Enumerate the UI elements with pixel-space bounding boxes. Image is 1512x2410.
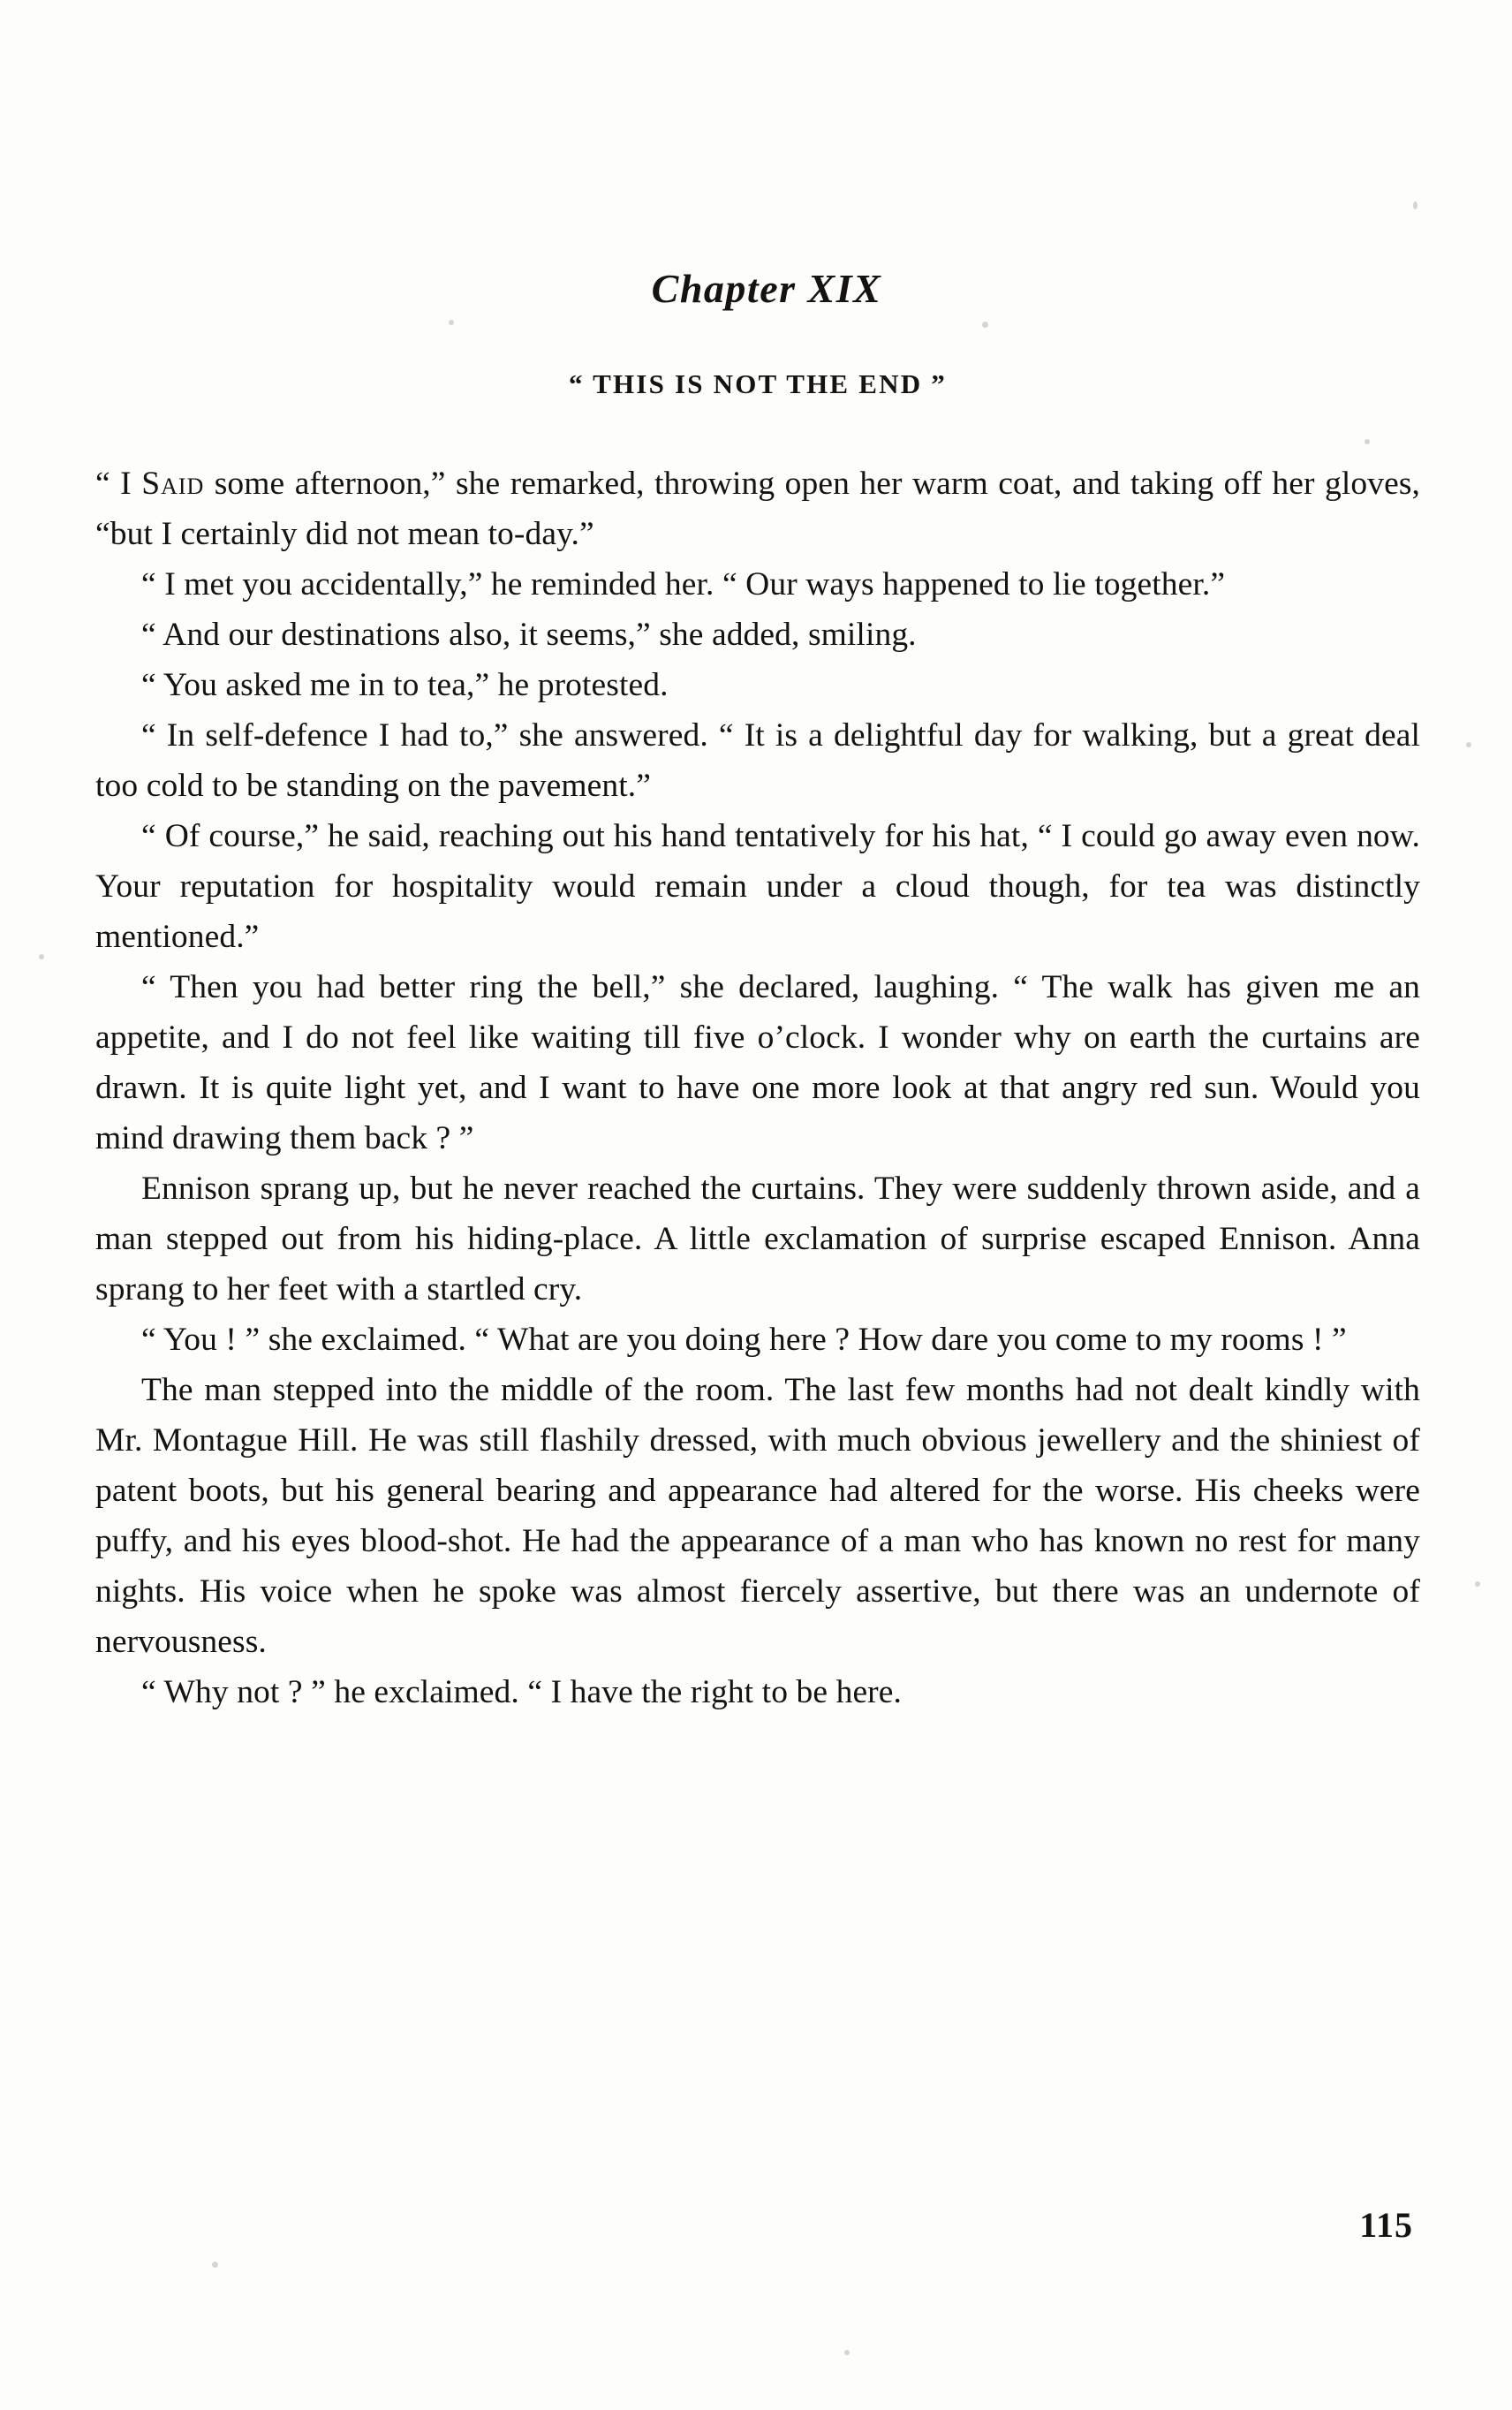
paragraph: “ You asked me in to tea,” he protested. — [141, 667, 669, 703]
paragraph: “ I Said some afternoon,” she remarked, throwing open her warm coat, and taking off her gloves, “but I certainly did not mean to-day.” — [95, 466, 1420, 552]
paragraph: Ennison sprang up, but he never reached the curtains. They were suddenly thrown aside, and a man stepped out from his hiding-place. A little exclamation of surprise escaped Ennison. Anna sprang to her feet with a startled cry. — [95, 1171, 1420, 1307]
scan-speck — [844, 2350, 850, 2355]
paragraph: The man stepped into the middle of the room. The last few months had not dealt kindly with Mr. Montague Hill. He was still flashily dressed, with much obvious jewellery and the shiniest of patent boots, but his general bearing and appearance had altered for the worse. His cheeks were puffy, and his eyes blood-shot. He had the appearance of a man who has known no rest for many nights. His voice when he spoke was almost fiercely assertive, but there was an undernote of nervousness. — [95, 1372, 1420, 1660]
paragraph: “ In self-defence I had to,” she answered. “ It is a delightful day for walking, but a great deal too cold to be standing on the pavement.” — [95, 717, 1420, 804]
scan-speck — [1413, 201, 1418, 209]
paragraph: “ Then you had better ring the bell,” she declared, laughing. “ The walk has given me an appetite, and I do not feel like waiting till five o’clock. I wonder why on earth the curtains are drawn. It is quite light yet, and I want to have one more look at that angry red sun. Would you mind drawing them back ? ” — [95, 969, 1420, 1156]
small-caps-run: Said — [141, 466, 205, 502]
paragraph: “ Why not ? ” he exclaimed. “ I have the right to be here. — [141, 1674, 902, 1710]
scan-speck — [1466, 742, 1471, 747]
scan-speck — [39, 954, 44, 959]
paragraph: “ And our destinations also, it seems,” she added, smiling. — [141, 617, 917, 653]
paragraph: “ I met you accidentally,” he reminded her. “ Our ways happened to lie together.” — [141, 566, 1226, 602]
paragraph: “ Of course,” he said, reaching out his hand tentatively for his hat, “ I could go away even now. Your reputation for hospitality would remain under a cloud though, for tea was distinctly mentioned.” — [95, 818, 1420, 955]
page-number: 115 — [1359, 2205, 1413, 2245]
chapter-subtitle: “ THIS IS NOT THE END ” — [569, 368, 947, 399]
paragraph: “ You ! ” she exclaimed. “ What are you doing here ? How dare you come to my rooms ! ” — [141, 1322, 1347, 1358]
page-content — [95, 265, 1420, 1717]
scan-speck — [1475, 1581, 1480, 1587]
chapter-title: Chapter XIX — [651, 266, 882, 311]
scan-speck — [212, 2262, 218, 2268]
body-text — [95, 459, 1420, 1717]
